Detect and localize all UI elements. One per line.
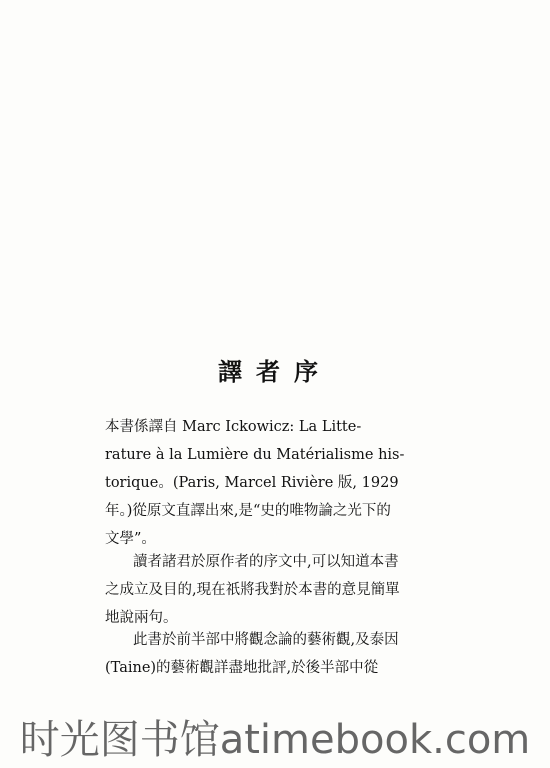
text-line: 文學”。 [105, 531, 156, 547]
watermark: 时光图书馆atimebook.com [19, 717, 531, 763]
text-line: (Taine)的藝術觀詳盡地批評,於後半部中從 [105, 660, 379, 676]
text-line: 之成立及目的,現在祇將我對於本書的意見簡單 [105, 582, 400, 598]
text-line: 地說兩句。 [105, 610, 178, 626]
paragraph-3 [105, 626, 445, 682]
paragraph-1 [105, 413, 445, 553]
text-line: rature à la Lumière du Matérialisme his- [105, 447, 405, 463]
text-line: 讀者諸君於原作者的序文中,可以知道本書 [133, 554, 399, 570]
page-title: 譯者序 [218, 357, 332, 386]
text-line: 年。)從原文直譯出來,是“史的唯物論之光下的 [105, 503, 391, 519]
paragraph-2 [105, 548, 445, 632]
text-line: 此書於前半部中將觀念論的藝術觀,及泰因 [133, 632, 399, 648]
text-line: 本書係譯自 Marc Ickowicz: La Litte- [105, 419, 362, 435]
text-line: torique。(Paris, Marcel Rivière 版, 1929 [105, 475, 399, 491]
